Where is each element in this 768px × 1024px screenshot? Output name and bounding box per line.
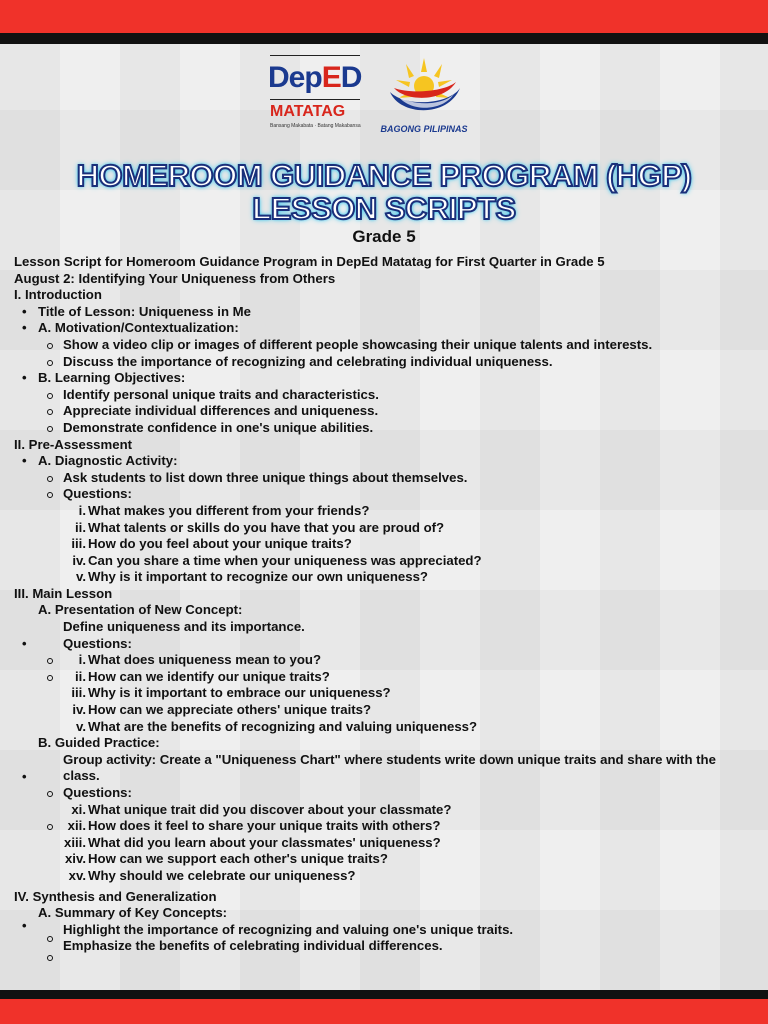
list-item: • A. Diagnostic Activity:: [14, 453, 754, 470]
list-item: Ask students to list down three unique things about themselves.: [14, 470, 754, 487]
list-item: • Title of Lesson: Uniqueness in Me: [14, 304, 754, 321]
list-item: • Group activity: Create a "Uniqueness Chart" where students write down unique traits and share with the class.: [22, 751, 716, 784]
bagong-pilipinas-caption: BAGONG PILIPINAS: [380, 124, 468, 134]
section-heading: II. Pre-Assessment: [14, 436, 133, 452]
intro-line: Lesson Script for Homeroom Guidance Program in DepEd Matatag for First Quarter in Grade 5: [14, 254, 605, 269]
question-item: xv. Why should we celebrate our uniqueness?: [68, 867, 356, 883]
list-item: Appreciate individual differences and uniqueness.: [14, 403, 754, 420]
list-item: • A. Motivation/Contextualization:: [14, 320, 754, 337]
page-title-line2: LESSON SCRIPTS: [252, 191, 516, 226]
question-item: xiv. How can we support each other's unique traits?: [64, 851, 388, 867]
question-item: i. What makes you different from your friends?: [78, 502, 370, 518]
list-item: Identify personal unique traits and characteristics.: [14, 387, 754, 404]
question-item: xii. How does it feel to share your unique traits with others?: [14, 818, 754, 835]
page-title-line1: HOMEROOM GUIDANCE PROGRAM (HGP): [76, 158, 692, 193]
question-item: iii. Why is it important to embrace our uniqueness?: [71, 685, 391, 701]
matatag-logo-text: MATATAG: [270, 103, 346, 120]
question-item: iv. How can we appreciate others' unique traits?: [72, 702, 372, 718]
list-item: Discuss the importance of recognizing and celebrating individual uniqueness.: [14, 354, 754, 371]
deped-logo-text: DepED: [268, 61, 362, 94]
section-heading: III. Main Lesson: [14, 585, 113, 601]
list-item: Define uniqueness and its importance.: [63, 619, 305, 635]
list-item: Emphasize the benefits of celebrating individual differences.: [14, 938, 754, 955]
subsection-heading: B. Guided Practice:: [38, 735, 160, 751]
question-item: i. What does uniqueness mean to you?: [14, 652, 754, 669]
list-item: Questions:: [14, 486, 754, 503]
section-heading: I. Introduction: [14, 287, 102, 303]
list-item: • B. Learning Objectives:: [14, 370, 754, 387]
question-item: v. Why is it important to recognize our own uniqueness?: [75, 569, 428, 585]
subsection-heading: A. Summary of Key Concepts:: [38, 905, 228, 921]
matatag-tagline: Bansang Makabata · Batang Makabansa: [270, 123, 361, 129]
subsection-heading: A. Presentation of New Concept:: [38, 602, 243, 618]
grade-label: Grade 5: [352, 227, 416, 246]
question-item: ii. What talents or skills do you have that you are proud of?: [75, 519, 445, 535]
bagong-pilipinas-emblem-icon: [376, 52, 472, 124]
list-item: Questions:: [14, 785, 754, 802]
question-item: xi. What unique trait did you discover about your classmate?: [71, 801, 452, 817]
question-item: iv. Can you share a time when your uniqueness was appreciated?: [72, 552, 482, 568]
lesson-script-body: [14, 254, 754, 969]
deped-matatag-logo: [268, 55, 364, 135]
question-item: v. What are the benefits of recognizing and valuing uniqueness?: [75, 718, 478, 734]
intro-line: August 2: Identifying Your Uniqueness from Others: [14, 270, 336, 286]
top-black-stripe: [0, 33, 768, 44]
bagong-pilipinas-logo: [376, 52, 472, 138]
section-heading: IV. Synthesis and Generalization: [14, 888, 217, 904]
question-item: xiii. What did you learn about your classmates' uniqueness?: [64, 834, 441, 850]
bottom-red-bar: [0, 999, 768, 1024]
list-item: Demonstrate confidence in one's unique abilities.: [14, 420, 754, 437]
list-item: Show a video clip or images of different people showcasing their unique talents and interests.: [14, 337, 754, 354]
bottom-black-stripe: [0, 990, 768, 999]
list-item: • Highlight the importance of recognizing and valuing one's unique traits.: [22, 917, 514, 937]
top-red-bar: [0, 0, 768, 33]
empty-list-item: [14, 955, 754, 969]
list-item: • Questions:: [22, 635, 132, 651]
question-item: iii. How do you feel about your unique traits?: [71, 536, 352, 552]
question-item: ii. How can we identify our unique traits?: [14, 669, 754, 686]
